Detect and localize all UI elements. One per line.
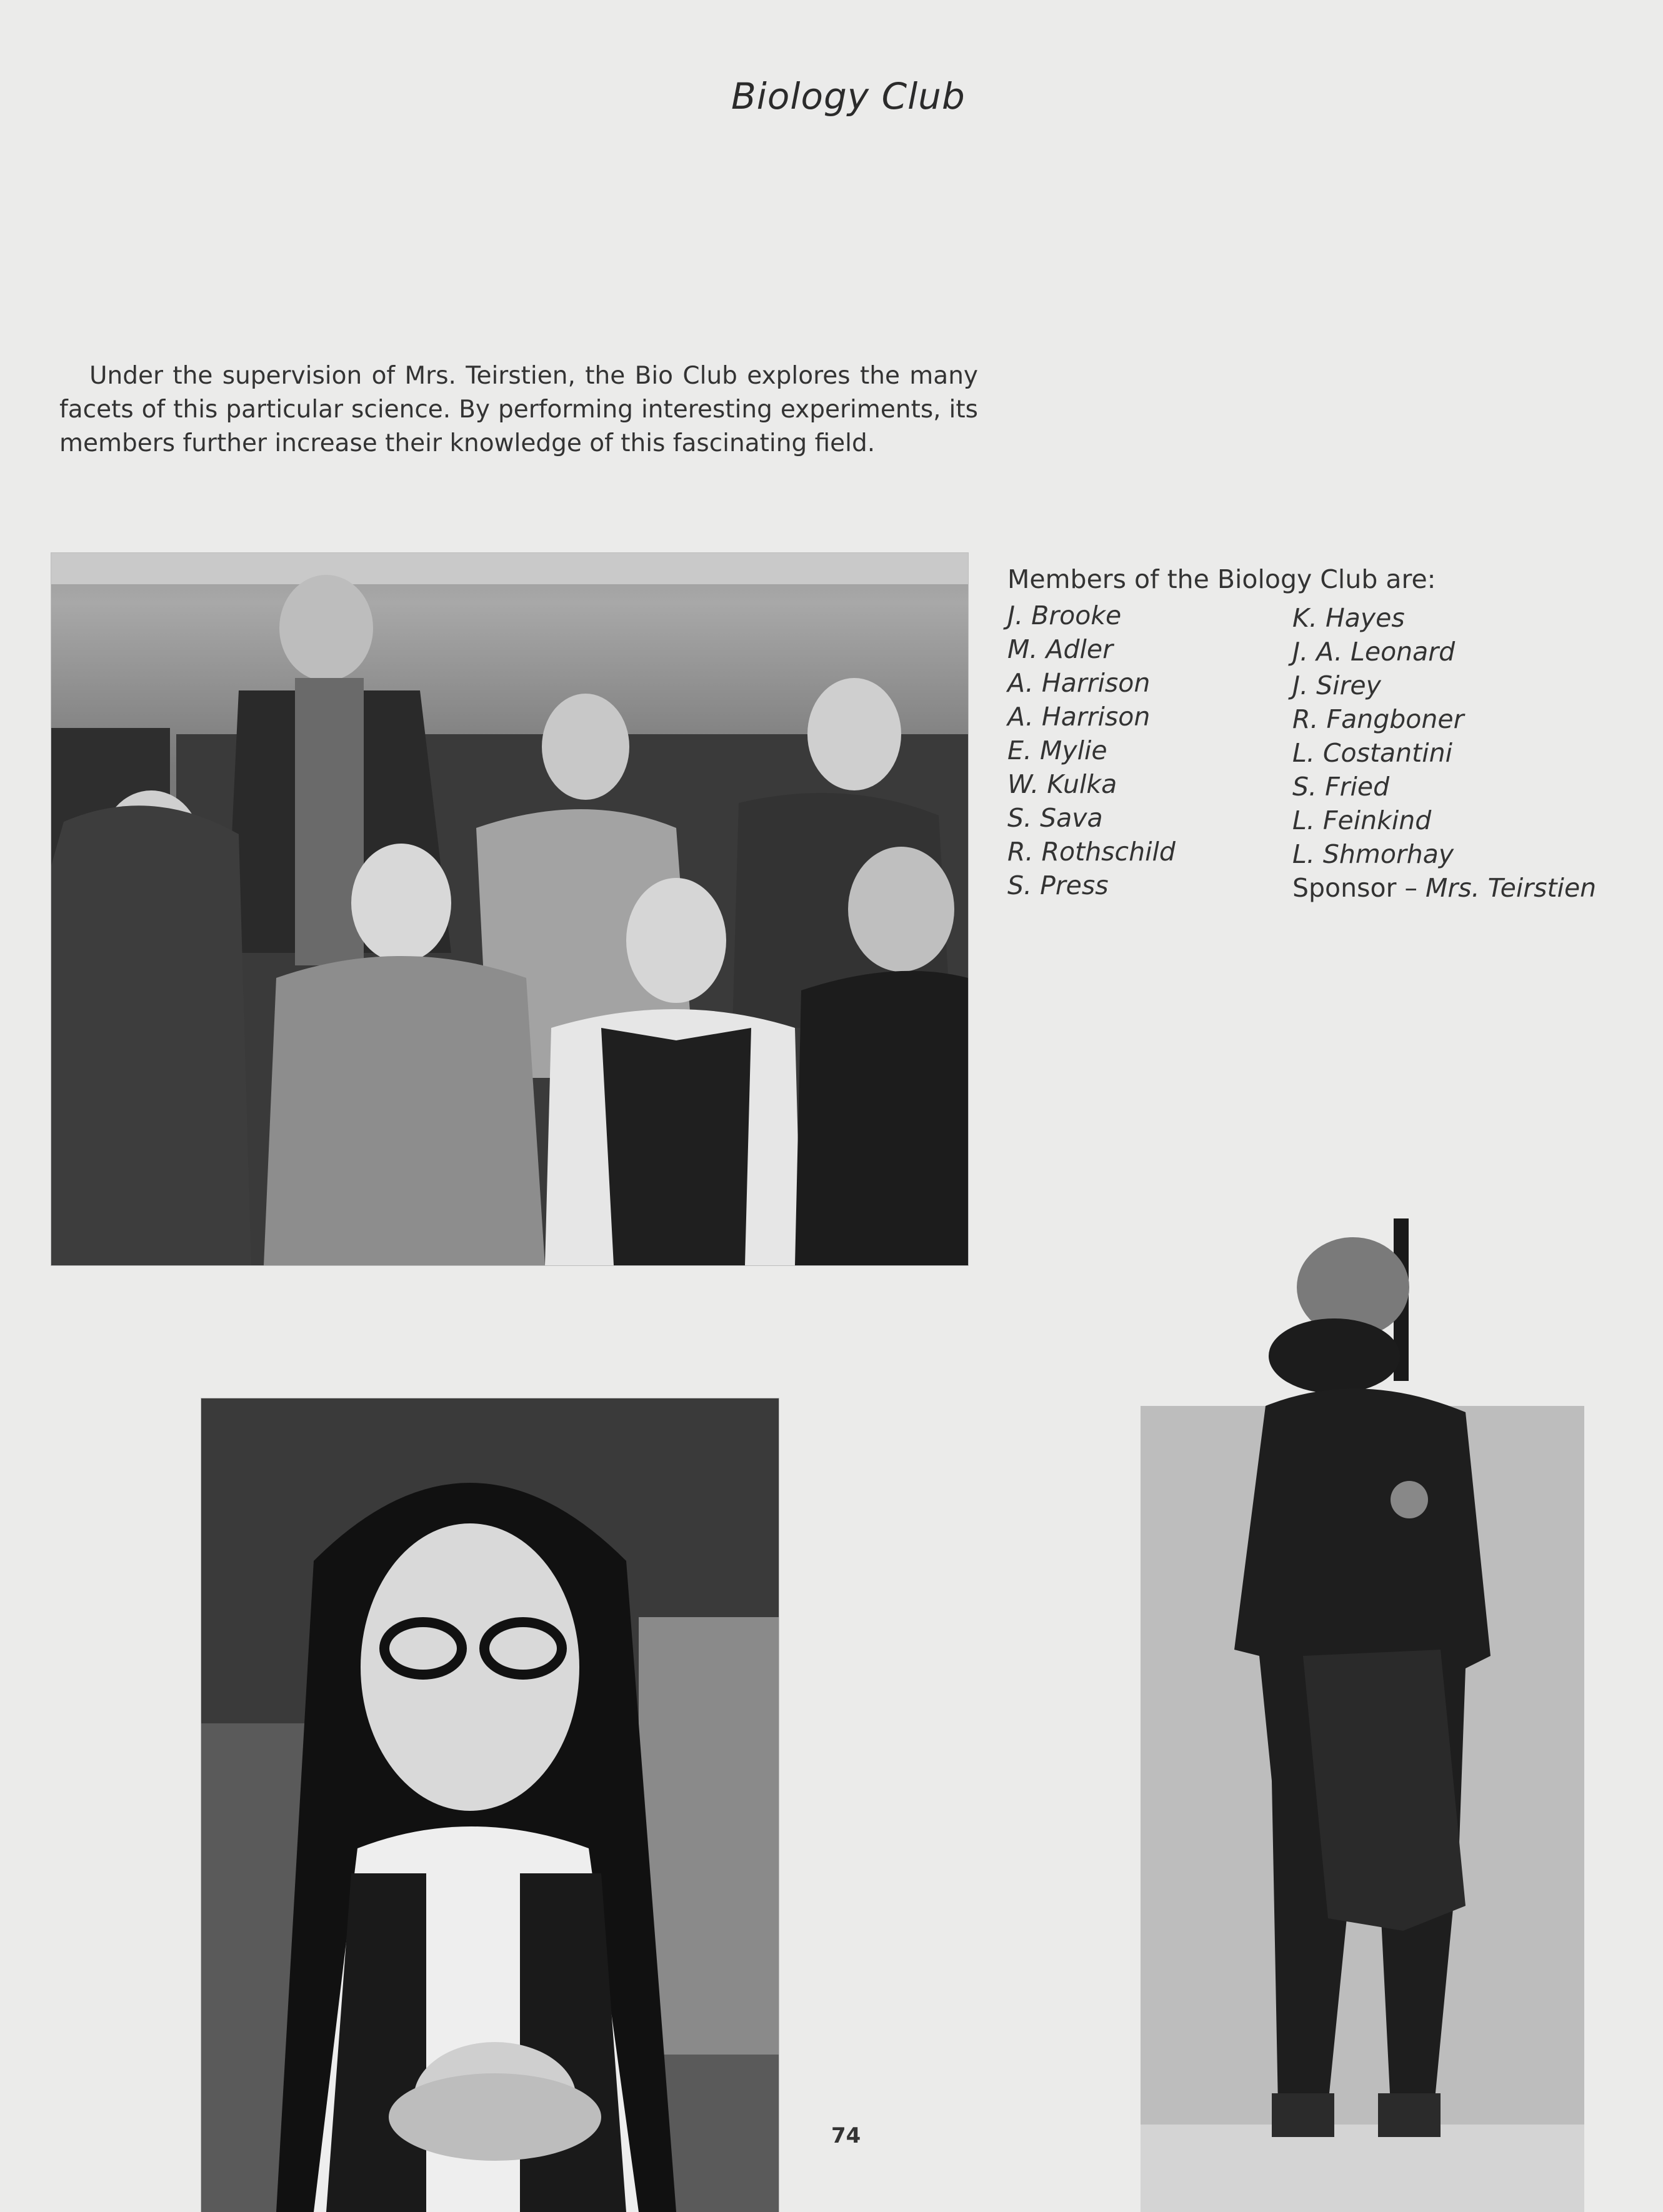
sponsor-line <box>1292 871 1596 905</box>
member-name: S. Sava <box>1007 803 1103 833</box>
intro-paragraph: Under the supervision of Mrs. Teirstien, the Bio Club explores the many facets of this particular science. By performing interesting experiments, its members further increase their knowledge of this fascinating field. <box>59 362 978 457</box>
member-name: A. Harrison <box>1007 702 1151 732</box>
student-with-hamster-photo <box>201 1398 779 2212</box>
members-heading: Members of the Biology Club are: <box>1007 564 1436 594</box>
member-name: J. A. Leonard <box>1292 637 1456 667</box>
member-name: L. Costantini <box>1292 738 1453 768</box>
member-name: L. Shmorhay <box>1292 839 1454 869</box>
member-name: L. Feinkind <box>1292 805 1432 835</box>
members-right-column <box>1292 601 1596 905</box>
scuba-diver-photo <box>1141 1218 1584 2212</box>
member-name: E. Mylie <box>1007 735 1107 765</box>
member-name: J. Sirey <box>1292 670 1381 700</box>
member-name: S. Press <box>1007 870 1109 900</box>
member-name: S. Fried <box>1292 772 1390 802</box>
sponsor-name: Mrs. Teirstien <box>1426 873 1597 903</box>
member-name: M. Adler <box>1007 634 1113 664</box>
member-name: J. Brooke <box>1007 600 1122 630</box>
group-photo <box>51 553 968 1265</box>
page-title: Biology Club <box>731 75 966 117</box>
member-name: A. Harrison <box>1007 668 1151 698</box>
members-left-column <box>1007 599 1176 902</box>
page-number: 74 <box>831 2123 861 2148</box>
sponsor-label: Sponsor – <box>1292 873 1417 903</box>
member-name: R. Fangboner <box>1292 704 1464 734</box>
member-name: W. Kulka <box>1007 769 1117 799</box>
member-name: R. Rothschild <box>1007 837 1176 867</box>
member-name: K. Hayes <box>1292 603 1405 633</box>
